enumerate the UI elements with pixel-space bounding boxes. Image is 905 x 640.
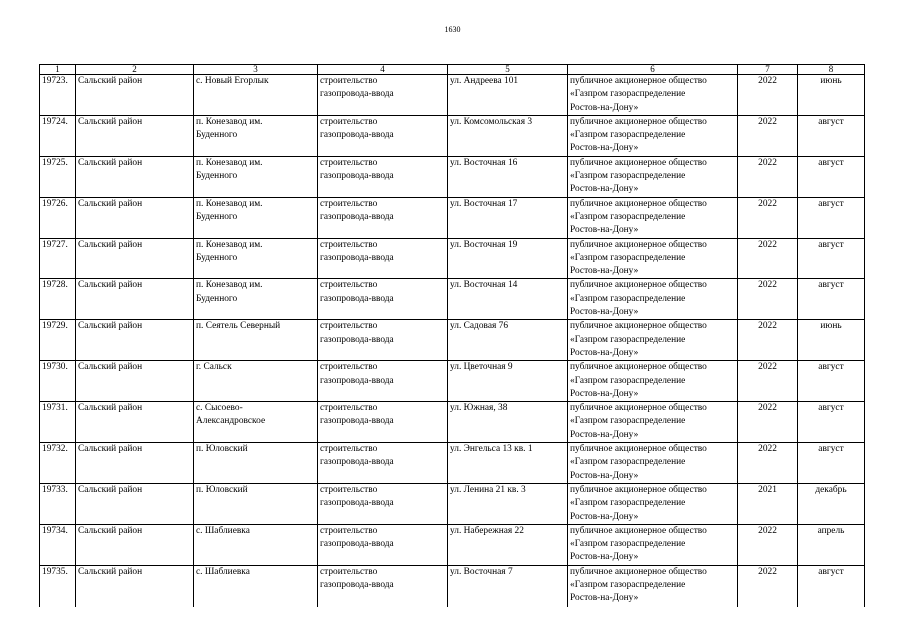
column-number-header-row [40,65,865,75]
month-cell: август [798,361,865,402]
work-type-cell [318,115,448,156]
work-type-cell-line: строительство [320,362,378,373]
district-cell: Сальский район [76,75,194,116]
work-type-cell [318,483,448,524]
locality-cell [194,524,318,565]
organization-cell-line: публичное акционерное общество [570,362,707,373]
table-row [40,115,865,156]
page-number: 1630 [444,25,461,34]
organization-cell [568,320,738,361]
work-type-cell-line: строительство [320,239,378,250]
work-type-cell [318,197,448,238]
year-cell: 2022 [738,524,798,565]
organization-cell-line: публичное акционерное общество [570,321,707,332]
locality-cell-line: Буденного [196,293,238,304]
table-row [40,279,865,320]
locality-cell [194,443,318,484]
work-type-cell-line: строительство [320,566,378,577]
locality-cell-line: п. Конезавод им. [196,157,263,168]
table-row [40,402,865,443]
work-type-cell-line: строительство [320,444,378,455]
locality-cell-line: с. Шаблиевка [196,525,250,536]
locality-cell-line: п. Конезавод им. [196,239,263,250]
work-type-cell-line: газопровода-ввода [320,252,394,263]
column-header: 3 [194,65,318,75]
work-type-cell [318,443,448,484]
row-number-cell: 19730. [40,361,76,402]
row-number-cell: 19729. [40,320,76,361]
work-type-cell-line: газопровода-ввода [320,211,394,222]
work-type-cell-line: газопровода-ввода [320,89,394,100]
work-type-cell-line: газопровода-ввода [320,498,394,509]
organization-cell-line: Ростов-на-Дону» [570,388,639,399]
work-type-cell-line: газопровода-ввода [320,171,394,182]
year-cell: 2022 [738,443,798,484]
locality-cell-line: Буденного [196,130,238,141]
organization-cell-line: Ростов-на-Дону» [570,470,639,481]
month-cell: апрель [798,524,865,565]
locality-cell-line: п. Конезавод им. [196,280,263,291]
locality-cell-line: Буденного [196,252,238,263]
address-cell: ул. Восточная 19 [448,238,568,279]
work-type-cell-line: строительство [320,76,378,86]
locality-cell-line: с. Сысоево- [196,403,243,414]
row-number-cell: 19733. [40,483,76,524]
organization-cell [568,115,738,156]
column-header: 6 [568,65,738,75]
table-row [40,483,865,524]
work-type-cell-line: газопровода-ввода [320,375,394,386]
organization-cell-line: публичное акционерное общество [570,403,707,414]
year-cell: 2022 [738,238,798,279]
locality-cell-line: Александровское [196,416,266,427]
organization-cell-line: Ростов-на-Дону» [570,347,639,358]
organization-cell-line: Ростов-на-Дону» [570,184,639,195]
year-cell: 2022 [738,115,798,156]
organization-cell-line: публичное акционерное общество [570,157,707,168]
work-type-cell-line: газопровода-ввода [320,416,394,427]
locality-cell-line: п. Конезавод им. [196,116,263,127]
address-cell: ул. Южная, 38 [448,402,568,443]
organization-cell [568,361,738,402]
organization-cell-line: Ростов-на-Дону» [570,552,639,563]
district-cell: Сальский район [76,443,194,484]
locality-cell [194,197,318,238]
address-cell: ул. Садовая 76 [448,320,568,361]
table-row [40,75,865,116]
year-cell: 2022 [738,320,798,361]
organization-cell-line: Ростов-на-Дону» [570,511,639,522]
month-cell: август [798,402,865,443]
work-type-cell-line: строительство [320,484,378,495]
row-number-cell: 19724. [40,115,76,156]
month-cell: июнь [798,320,865,361]
month-cell: август [798,197,865,238]
locality-cell-line: Буденного [196,211,238,222]
work-type-cell [318,565,448,607]
organization-cell-line: Ростов-на-Дону» [570,266,639,277]
month-cell: июнь [798,75,865,116]
district-cell: Сальский район [76,402,194,443]
gas-connection-register-table [39,64,865,607]
work-type-cell-line: газопровода-ввода [320,130,394,141]
locality-cell [194,279,318,320]
column-header: 7 [738,65,798,75]
work-type-cell [318,524,448,565]
work-type-cell-line: строительство [320,198,378,209]
table-row [40,443,865,484]
organization-cell-line: «Газпром газораспределение [570,457,686,468]
organization-cell [568,443,738,484]
column-header: 1 [40,65,76,75]
organization-cell-line: публичное акционерное общество [570,484,707,495]
work-type-cell-line: строительство [320,157,378,168]
locality-cell-line: п. Юловский [196,484,248,495]
row-number-cell: 19726. [40,197,76,238]
work-type-cell-line: газопровода-ввода [320,334,394,345]
locality-cell [194,565,318,607]
organization-cell-line: «Газпром газораспределение [570,211,686,222]
locality-cell [194,483,318,524]
work-type-cell-line: газопровода-ввода [320,457,394,468]
row-number-cell: 19732. [40,443,76,484]
organization-cell-line: «Газпром газораспределение [570,375,686,386]
work-type-cell [318,361,448,402]
organization-cell-line: публичное акционерное общество [570,76,707,86]
organization-cell-line: «Газпром газораспределение [570,579,686,590]
organization-cell-line: публичное акционерное общество [570,525,707,536]
address-cell: ул. Андреева 101 [448,75,568,116]
locality-cell-line: г. Сальск [196,362,232,373]
district-cell: Сальский район [76,524,194,565]
row-number-cell: 19735. [40,565,76,607]
work-type-cell-line: строительство [320,116,378,127]
table-row [40,361,865,402]
address-cell: ул. Восточная 16 [448,156,568,197]
row-number-cell: 19734. [40,524,76,565]
organization-cell [568,524,738,565]
locality-cell-line: п. Сеятель Северный [196,321,281,332]
column-header: 8 [798,65,865,75]
organization-cell-line: Ростов-на-Дону» [570,143,639,154]
table-row [40,238,865,279]
organization-cell-line: «Газпром газораспределение [570,130,686,141]
district-cell: Сальский район [76,361,194,402]
organization-cell-line: «Газпром газораспределение [570,334,686,345]
organization-cell-line: Ростов-на-Дону» [570,429,639,440]
table-row [40,320,865,361]
locality-cell [194,402,318,443]
organization-cell-line: «Газпром газораспределение [570,89,686,100]
register-body [40,75,865,607]
locality-cell-line: Буденного [196,171,238,182]
locality-cell-line: п. Конезавод им. [196,198,263,209]
table-row [40,524,865,565]
work-type-cell [318,320,448,361]
organization-cell [568,483,738,524]
year-cell: 2022 [738,156,798,197]
work-type-cell-line: газопровода-ввода [320,579,394,590]
work-type-cell-line: газопровода-ввода [320,293,394,304]
work-type-cell-line: строительство [320,525,378,536]
column-header: 5 [448,65,568,75]
locality-cell [194,75,318,116]
organization-cell-line: публичное акционерное общество [570,280,707,291]
organization-cell-line: «Газпром газораспределение [570,539,686,550]
month-cell: декабрь [798,483,865,524]
organization-cell [568,197,738,238]
address-cell: ул. Набережная 22 [448,524,568,565]
column-header: 4 [318,65,448,75]
month-cell: август [798,565,865,607]
organization-cell-line: Ростов-на-Дону» [570,307,639,318]
organization-cell [568,238,738,279]
column-header: 2 [76,65,194,75]
organization-cell-line: Ростов-на-Дону» [570,225,639,236]
work-type-cell [318,238,448,279]
work-type-cell [318,402,448,443]
organization-cell-line: публичное акционерное общество [570,198,707,209]
organization-cell-line: «Газпром газораспределение [570,416,686,427]
address-cell: ул. Цветочная 9 [448,361,568,402]
row-number-cell: 19731. [40,402,76,443]
district-cell: Сальский район [76,320,194,361]
row-number-cell: 19728. [40,279,76,320]
district-cell: Сальский район [76,279,194,320]
organization-cell [568,75,738,116]
year-cell: 2022 [738,197,798,238]
organization-cell [568,565,738,607]
organization-cell-line: Ростов-на-Дону» [570,593,639,604]
row-number-cell: 19727. [40,238,76,279]
work-type-cell-line: газопровода-ввода [320,539,394,550]
locality-cell-line: с. Шаблиевка [196,566,250,577]
locality-cell [194,238,318,279]
address-cell: ул. Комсомольская 3 [448,115,568,156]
organization-cell-line: «Газпром газораспределение [570,252,686,263]
year-cell: 2022 [738,565,798,607]
month-cell: август [798,115,865,156]
organization-cell-line: публичное акционерное общество [570,239,707,250]
year-cell: 2022 [738,279,798,320]
work-type-cell-line: строительство [320,280,378,291]
locality-cell [194,156,318,197]
month-cell: август [798,443,865,484]
organization-cell-line: публичное акционерное общество [570,116,707,127]
row-number-cell: 19723. [40,75,76,116]
work-type-cell-line: строительство [320,403,378,414]
work-type-cell-line: строительство [320,321,378,332]
year-cell: 2022 [738,402,798,443]
locality-cell-line: п. Юловский [196,444,248,455]
address-cell: ул. Восточная 7 [448,565,568,607]
district-cell: Сальский район [76,156,194,197]
district-cell: Сальский район [76,238,194,279]
row-number-cell: 19725. [40,156,76,197]
address-cell: ул. Восточная 14 [448,279,568,320]
district-cell: Сальский район [76,565,194,607]
organization-cell-line: «Газпром газораспределение [570,171,686,182]
locality-cell [194,361,318,402]
organization-cell [568,402,738,443]
locality-cell [194,320,318,361]
organization-cell-line: Ростов-на-Дону» [570,102,639,113]
organization-cell [568,156,738,197]
work-type-cell [318,279,448,320]
table-row [40,197,865,238]
work-type-cell [318,156,448,197]
year-cell: 2022 [738,361,798,402]
table-row [40,565,865,607]
table-row [40,156,865,197]
year-cell: 2022 [738,75,798,116]
organization-cell-line: «Газпром газораспределение [570,498,686,509]
organization-cell-line: «Газпром газораспределение [570,293,686,304]
month-cell: август [798,279,865,320]
organization-cell [568,279,738,320]
address-cell: ул. Восточная 17 [448,197,568,238]
organization-cell-line: публичное акционерное общество [570,566,707,577]
organization-cell-line: публичное акционерное общество [570,444,707,455]
work-type-cell [318,75,448,116]
month-cell: август [798,156,865,197]
district-cell: Сальский район [76,197,194,238]
address-cell: ул. Ленина 21 кв. 3 [448,483,568,524]
month-cell: август [798,238,865,279]
locality-cell [194,115,318,156]
year-cell: 2021 [738,483,798,524]
locality-cell-line: с. Новый Егорлык [196,76,269,86]
address-cell: ул. Энгельса 13 кв. 1 [448,443,568,484]
district-cell: Сальский район [76,115,194,156]
district-cell: Сальский район [76,483,194,524]
